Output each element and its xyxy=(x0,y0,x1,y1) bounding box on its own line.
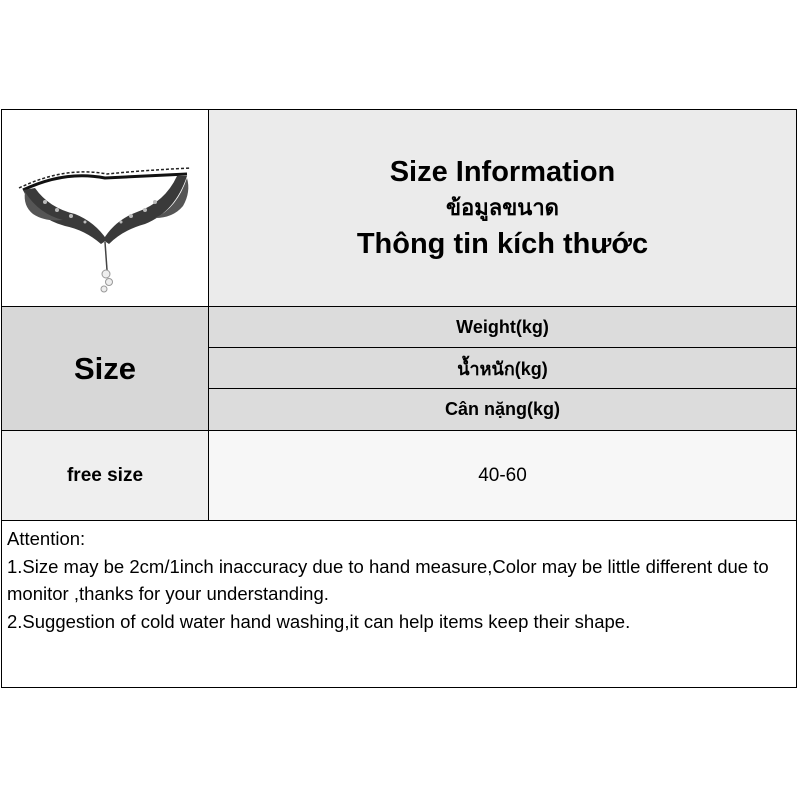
size-chart-table xyxy=(1,109,797,688)
free-size-label: free size xyxy=(2,431,209,521)
title-vietnamese: Thông tin kích thước xyxy=(356,228,649,260)
attention-item-2: 2.Suggestion of cold water hand washing,it can help items keep their shape. xyxy=(7,610,631,632)
product-image xyxy=(2,110,209,307)
size-header: Size xyxy=(2,307,209,431)
attention-heading: Attention: xyxy=(7,528,86,549)
weight-header-en: Weight(kg) xyxy=(209,307,796,348)
attention-notes xyxy=(2,521,796,687)
title-thai: ข้อมูลขนาด xyxy=(446,195,559,220)
weight-header-vi: Cân nặng(kg) xyxy=(209,389,796,431)
attention-item-1: 1.Size may be 2cm/1inch inaccuracy due to hand measure,Color may be little different due to monitor ,thanks for your understanding. xyxy=(7,555,774,604)
lace-thong-photo-icon xyxy=(5,118,205,298)
weight-header-th: น้ำหนัก(kg) xyxy=(209,348,796,389)
weight-range-value: 40-60 xyxy=(209,431,796,521)
title-english: Size Information xyxy=(389,156,616,188)
size-information-title xyxy=(209,110,796,307)
